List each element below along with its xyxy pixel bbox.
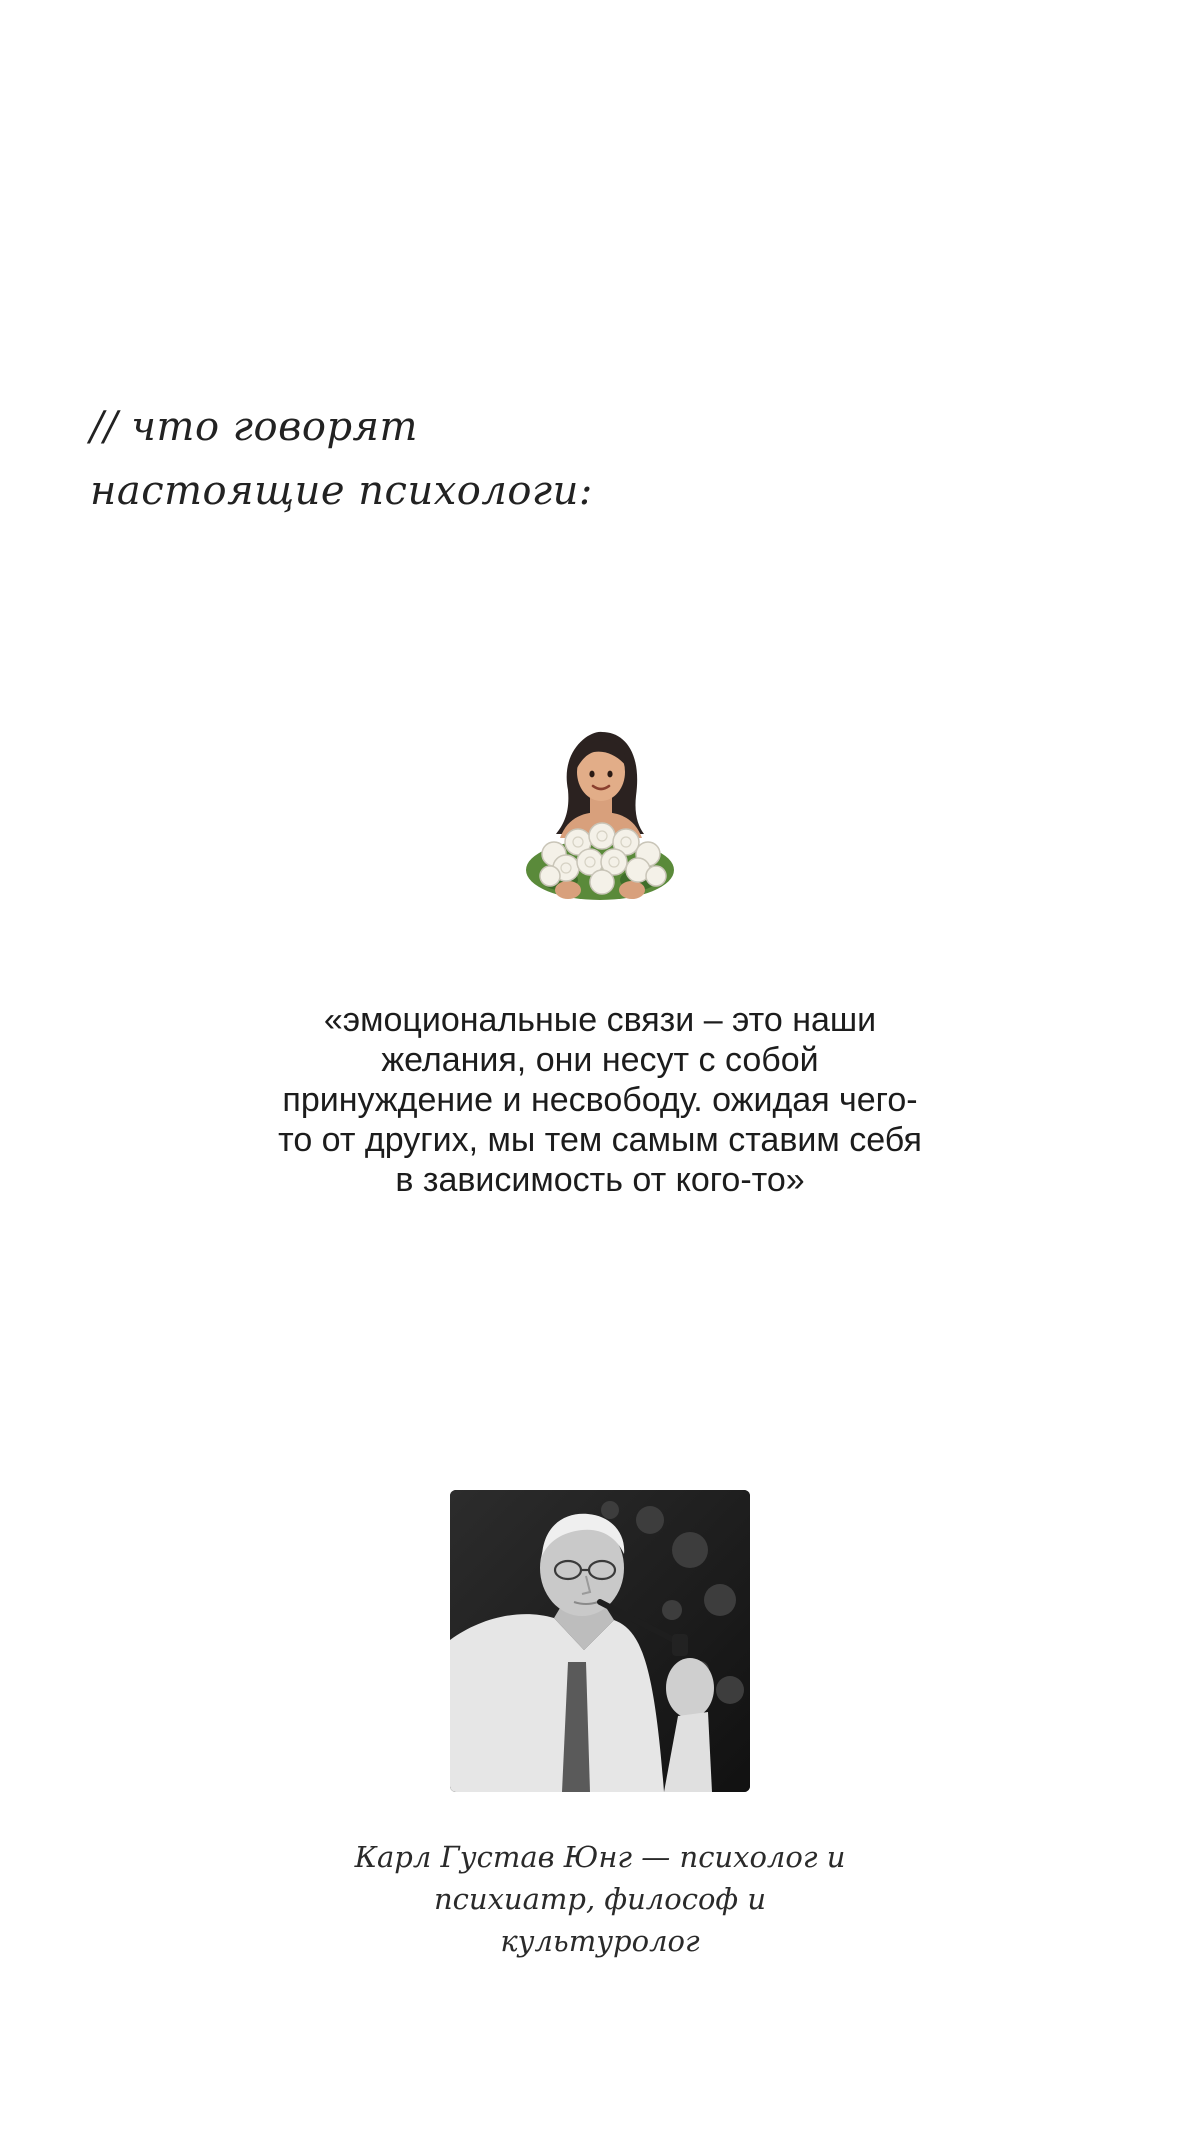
- caption-line: культуролог: [500, 1924, 700, 1958]
- quote-line: «эмоциональные связи – это наши: [323, 1001, 877, 1039]
- quote-text: [200, 1000, 1000, 1200]
- caption-line: психиатр, философ и: [433, 1882, 766, 1916]
- portrait-photo: [450, 1490, 750, 1792]
- heading-line-1: // что говорят: [90, 404, 418, 450]
- quote-line: принуждение и несвободу. ожидая чего-: [282, 1081, 918, 1119]
- quote-line: желания, они несут с собой: [381, 1041, 819, 1079]
- heading-line-2: настоящие психологи:: [90, 468, 593, 514]
- photo-caption: [300, 1836, 900, 1962]
- woman-with-bouquet-icon: [520, 730, 680, 905]
- page-heading: [90, 395, 790, 523]
- quote-line: в зависимость от кого-то»: [395, 1161, 805, 1199]
- quote-line: то от других, мы тем самым ставим себя: [278, 1121, 922, 1159]
- caption-line: Карл Густав Юнг — психолог и: [354, 1840, 846, 1874]
